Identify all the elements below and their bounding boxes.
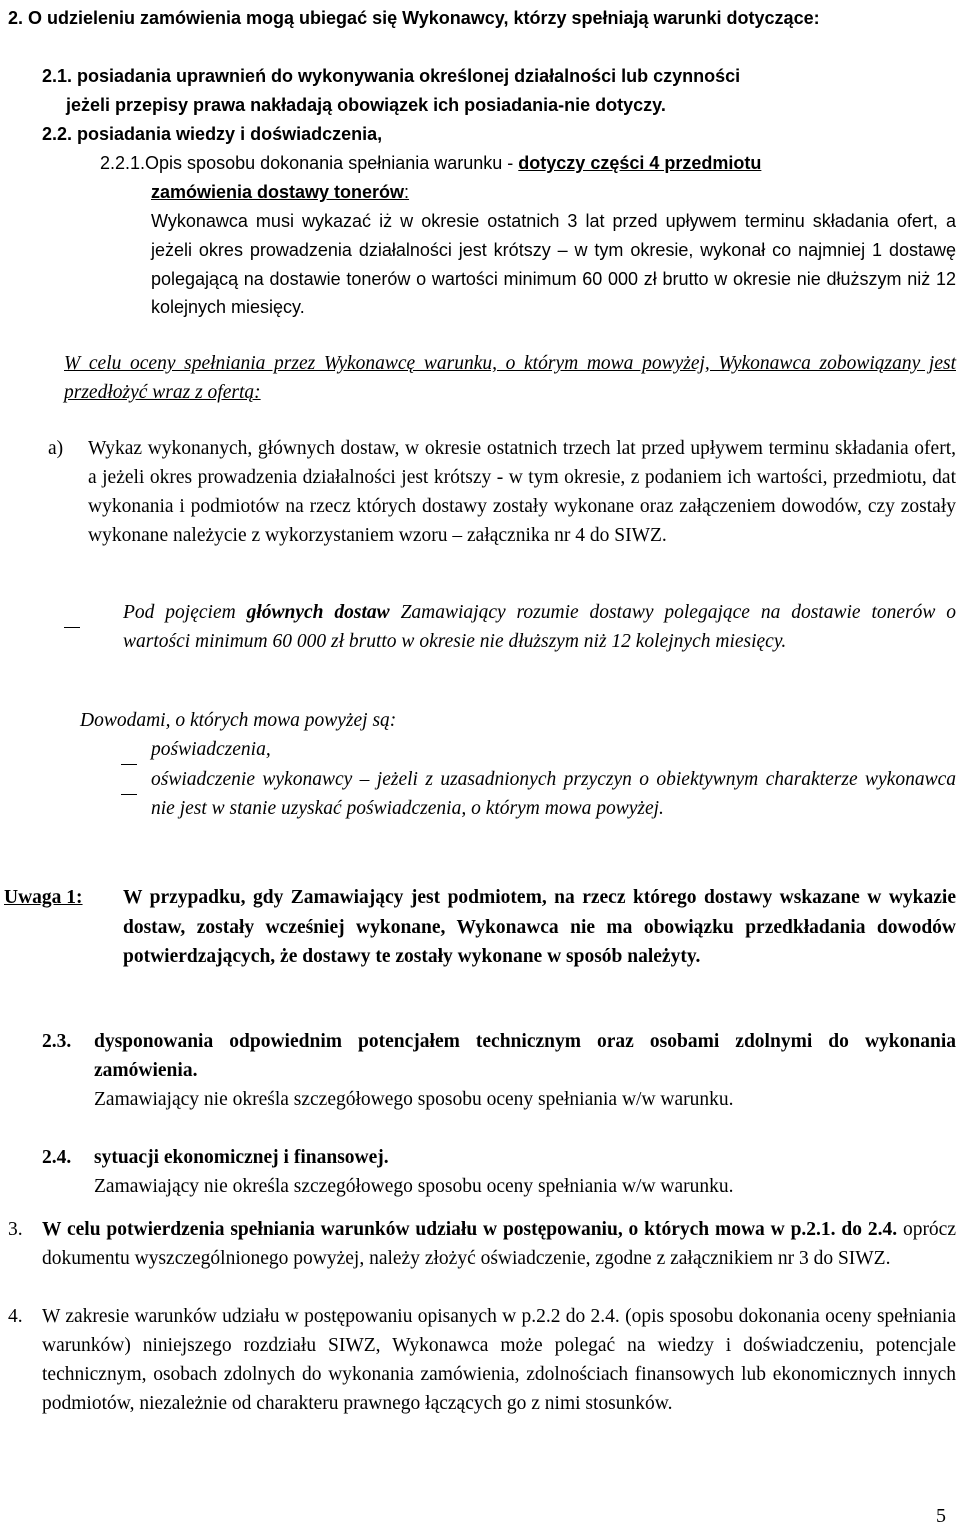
evaluation-statement: W celu oceny spełniania przez Wykonawcę warunku, o którym mowa powyżej, Wykonawca zobowiązany jest przedłożyć wraz z ofertą: bbox=[64, 353, 956, 403]
item-2-4-body bbox=[94, 1143, 956, 1201]
definition-part-2: Zamawiający rozumie dostawy polegające na dostawie tonerów o wartości minimum 60 000 zł brutto w okresie nie dłuższym niż 12 kolejnych miesięcy. bbox=[123, 602, 957, 652]
list-a-label: a) bbox=[48, 438, 64, 459]
definition-part-1: Pod pojęciem bbox=[123, 602, 247, 623]
list-a-text: Wykaz wykonanych, głównych dostaw, w okresie ostatnich trzech lat przed upływem terminu składania ofert, a jeżeli okres prowadzenia działalności jest krótszy - w tym okresie, z podaniem ich wartości, przedmiotu, dat wykonania i podmiotów na rzecz których dostawy zostały wykonane oraz załączeniem dowodów, czy zostały wykonane należycie z wykorzystaniem wzoru – załącznika nr 4 do SIWZ. bbox=[88, 438, 956, 546]
note-label: Uwaga 1: bbox=[4, 887, 83, 908]
section-4-text: W zakresie warunków udziału w postępowaniu opisanych w p.2.2 do 2.4. (opis sposobu dokonania oceny spełniania warunków) niniejszego rozdziału SIWZ, Wykonawca może polegać na wiedzy i doświadczeniu, potencjale technicznym, osobach zdolnych do wykonania zamówienia, zdolnościach finansowych lub ekonomicznych innych podmiotów, niezależnie od charakteru prawnego łączących go z nimi stosunków. bbox=[42, 1306, 956, 1414]
item-2-3-number: 2.3. bbox=[42, 1031, 72, 1052]
item-2-2-1-scope: dotyczy części 4 przedmiotu bbox=[518, 153, 762, 173]
section-3-text bbox=[42, 1215, 956, 1273]
item-2-2-1-number: 2.2.1. bbox=[100, 153, 146, 173]
item-2-2-1-intro: Opis sposobu dokonania spełniania warunku - bbox=[145, 153, 519, 173]
item-2-2: 2.2. posiadania wiedzy i doświadczenia, bbox=[42, 124, 383, 144]
dash-icon bbox=[64, 627, 80, 628]
item-2-1-line2: jeżeli przepisy prawa nakładają obowiązek ich posiadania-nie dotyczy. bbox=[66, 95, 666, 115]
definition-dash bbox=[64, 612, 80, 641]
note-text: W przypadku, gdy Zamawiający jest podmiotem, na rzecz którego dostawy wskazane w wykazie dostaw, zostały wcześniej wykonane, Wykonawca nie ma obowiązku przedkładania dowodów potwierdzających, że dostawy te zostały wykonane w sposób należyty. bbox=[123, 887, 956, 967]
item-2-2-1-colon: : bbox=[404, 182, 410, 202]
item-2-3-title: dysponowania odpowiednim potencjałem technicznym oraz osobami zdolnymi do wykonania zamówienia. bbox=[94, 1031, 956, 1081]
section-3-rest: oprócz dokumentu wyszczególnionego powyżej, należy złożyć oświadczenie, zgodne z załącznikiem nr 3 do SIWZ. bbox=[42, 1219, 956, 1269]
proof-1-text: poświadczenia, bbox=[151, 739, 271, 760]
item-2-2-1-body: Wykonawca musi wykazać iż w okresie ostatnich 3 lat przed upływem terminu składania ofert, a jeżeli okres prowadzenia działalności jest krótszy – w tym okresie, wykonał co najmniej 1 dostawę polegającą na dostawie tonerów o wartości minimum 60 000 zł brutto w okresie nie dłuższym niż 12 kolejnych miesięcy. bbox=[151, 211, 956, 318]
item-2-4-title: sytuacji ekonomicznej i finansowej. bbox=[94, 1147, 389, 1168]
proof-1-dash bbox=[121, 749, 137, 778]
proof-2-text: oświadczenie wykonawcy – jeżeli z uzasadnionych przyczyn o obiektywnym charakterze wykonawca nie jest w stanie uzyskać poświadczenia, o którym mowa powyżej. bbox=[151, 769, 956, 819]
item-2-2-1-line2 bbox=[151, 178, 956, 207]
section-3-bold: W celu potwierdzenia spełniania warunków udziału w postępowaniu, o których mowa w p.2.1. do 2.4. bbox=[42, 1219, 898, 1240]
item-2-2-1-scope-cont: zamówienia dostawy tonerów bbox=[151, 182, 405, 202]
proof-2-dash bbox=[121, 779, 137, 808]
section-2-heading: 2. O udzieleniu zamówienia mogą ubiegać się Wykonawcy, którzy spełniają warunki dotyczące: bbox=[8, 8, 820, 28]
dash-icon bbox=[121, 764, 137, 765]
item-2-3-text: Zamawiający nie określa szczegółowego sposobu oceny spełniania w/w warunku. bbox=[94, 1089, 734, 1110]
proofs-intro: Dowodami, o których mowa powyżej są: bbox=[80, 710, 397, 731]
section-4-number: 4. bbox=[8, 1306, 23, 1327]
definition-main-deliveries: głównych dostaw bbox=[246, 602, 390, 623]
page-number: 5 bbox=[936, 1505, 946, 1527]
dash-icon bbox=[121, 794, 137, 795]
definition-text bbox=[123, 598, 956, 656]
section-3-number: 3. bbox=[8, 1219, 23, 1240]
item-2-3-body bbox=[94, 1027, 956, 1114]
item-2-2-1-line1 bbox=[100, 149, 956, 178]
item-2-1-line1: 2.1. posiadania uprawnień do wykonywania określonej działalności lub czynności bbox=[42, 66, 741, 86]
item-2-4-number: 2.4. bbox=[42, 1147, 72, 1168]
item-2-4-text: Zamawiający nie określa szczegółowego sposobu oceny spełniania w/w warunku. bbox=[94, 1176, 734, 1197]
